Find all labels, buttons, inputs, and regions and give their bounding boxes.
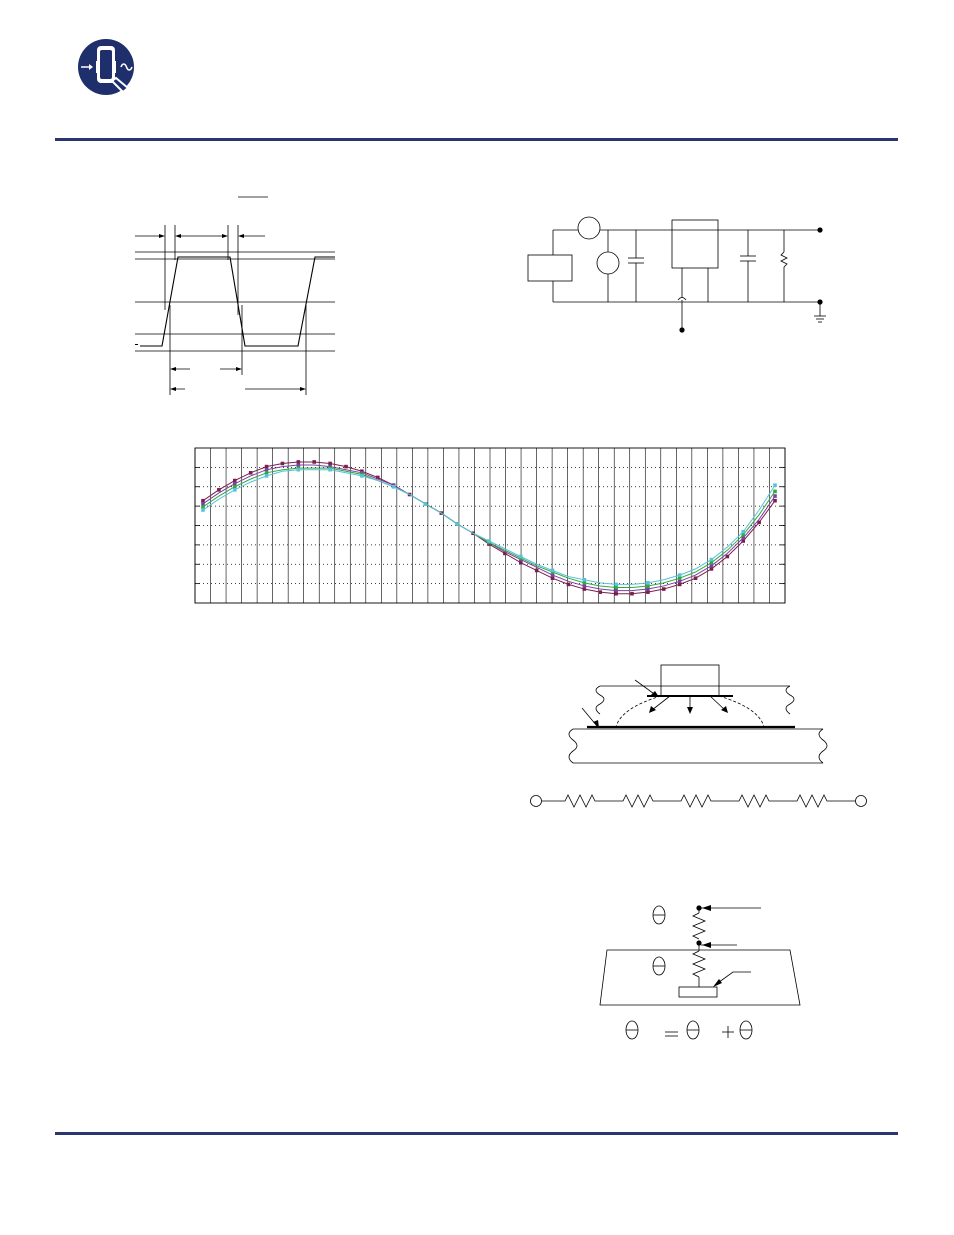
series-1-point bbox=[646, 590, 650, 594]
series-4-point bbox=[424, 502, 428, 506]
series-3-point bbox=[265, 471, 269, 475]
thermal-model bbox=[595, 895, 805, 1045]
series-4-point bbox=[614, 583, 618, 587]
series-2-point bbox=[297, 463, 301, 467]
series-4-point bbox=[297, 468, 301, 472]
series-1-point bbox=[217, 488, 221, 492]
series-1-point bbox=[598, 590, 602, 594]
series-4-point bbox=[201, 508, 205, 512]
series-1-point bbox=[344, 465, 348, 469]
series-4-point bbox=[678, 573, 682, 577]
header-rule bbox=[55, 138, 898, 141]
series-1-point bbox=[678, 583, 682, 587]
company-logo bbox=[76, 37, 140, 97]
series-3-point bbox=[614, 586, 618, 590]
series-1-point bbox=[567, 583, 571, 587]
series-4-point bbox=[710, 558, 714, 562]
series-3-point bbox=[678, 576, 682, 580]
series-4-point bbox=[583, 578, 587, 582]
series-4-point bbox=[455, 522, 459, 526]
series-3-point bbox=[583, 581, 587, 585]
thermal-resistor-chain-icon bbox=[527, 788, 872, 814]
series-2-point bbox=[233, 482, 237, 486]
series-2-point bbox=[773, 494, 777, 498]
series-1-point bbox=[201, 499, 205, 503]
test-circuit bbox=[520, 212, 840, 337]
series-4-point bbox=[487, 539, 491, 543]
crystal-oscillator-logo-icon bbox=[76, 37, 140, 97]
series-4-point bbox=[519, 555, 523, 559]
series-line-1 bbox=[203, 462, 775, 594]
series-1-point bbox=[281, 462, 285, 466]
series-2-point bbox=[646, 587, 650, 591]
series-1-point bbox=[535, 569, 539, 573]
pcb-diagram bbox=[555, 660, 840, 770]
series-3-point bbox=[201, 505, 205, 509]
series-4-point bbox=[265, 474, 269, 478]
series-1-point bbox=[551, 576, 555, 580]
series-3-point bbox=[233, 485, 237, 489]
series-line-3 bbox=[203, 468, 775, 587]
series-2-point bbox=[710, 564, 714, 568]
series-2-point bbox=[614, 589, 618, 593]
series-1-point bbox=[726, 555, 730, 559]
series-1-point bbox=[710, 567, 714, 571]
series-4-point bbox=[360, 474, 364, 478]
series-3-point bbox=[773, 490, 777, 494]
series-1-point bbox=[773, 499, 777, 503]
test-circuit-schematic-icon bbox=[520, 212, 840, 337]
series-1-point bbox=[297, 460, 301, 464]
series-3-point bbox=[710, 561, 714, 565]
footer-rule bbox=[55, 1132, 898, 1135]
series-2-point bbox=[583, 584, 587, 588]
thermal-resistance-model-icon bbox=[595, 895, 805, 1045]
series-1-point bbox=[312, 460, 316, 464]
series-1-point bbox=[630, 592, 634, 596]
pcb-heat-spreading-icon bbox=[555, 660, 840, 770]
frequency-chart bbox=[185, 440, 790, 610]
series-1-point bbox=[662, 587, 666, 591]
series-1-point bbox=[694, 576, 698, 580]
series-1-point bbox=[583, 587, 587, 591]
series-4-point bbox=[328, 468, 332, 472]
series-2-point bbox=[201, 502, 205, 506]
series-2-point bbox=[678, 580, 682, 584]
series-4-point bbox=[741, 530, 745, 534]
series-4-point bbox=[551, 569, 555, 573]
series-3-point bbox=[646, 584, 650, 588]
resistor-network bbox=[527, 788, 872, 814]
series-2-point bbox=[551, 573, 555, 577]
series-1-point bbox=[614, 592, 618, 596]
series-line-4 bbox=[203, 470, 775, 585]
series-1-point bbox=[249, 471, 253, 475]
series-1-point bbox=[328, 462, 332, 466]
chart-plot-area bbox=[185, 440, 790, 610]
series-1-point bbox=[519, 561, 523, 565]
series-1-point bbox=[233, 479, 237, 483]
series-4-point bbox=[233, 488, 237, 492]
timing-diagram bbox=[130, 185, 340, 400]
series-4-point bbox=[773, 483, 777, 487]
series-4-point bbox=[646, 581, 650, 585]
clock-waveform-timing-icon bbox=[130, 185, 340, 400]
series-1-point bbox=[265, 465, 269, 469]
series-4-point bbox=[392, 485, 396, 489]
series-2-point bbox=[265, 468, 269, 472]
